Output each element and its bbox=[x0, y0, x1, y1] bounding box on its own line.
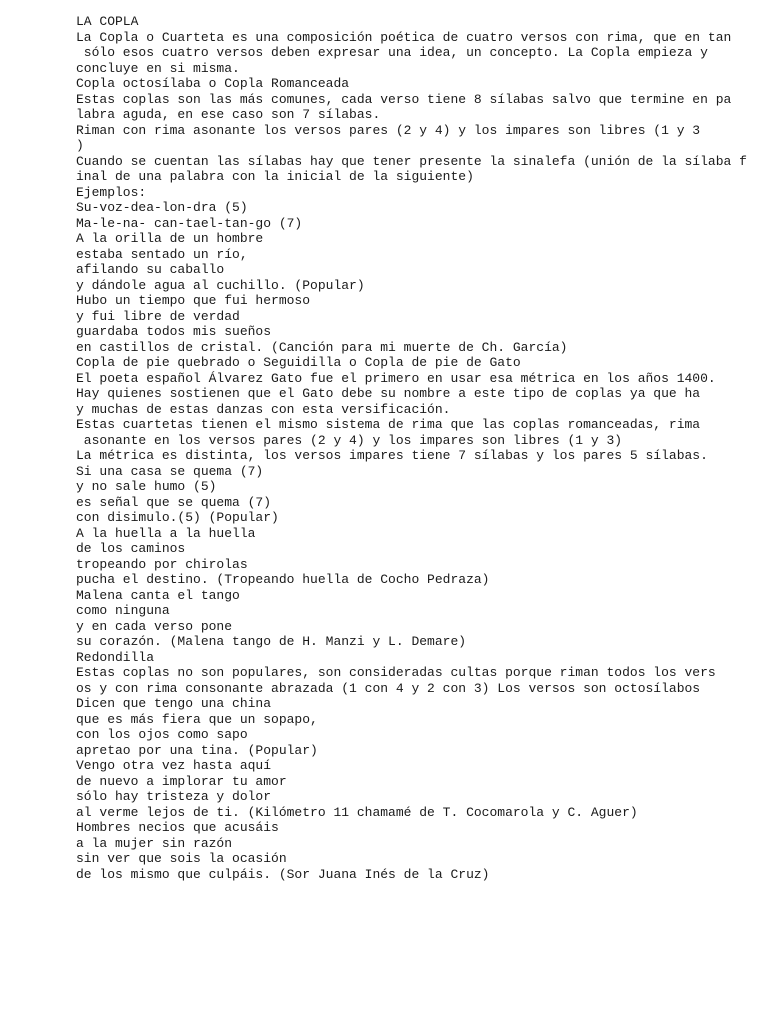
text-line: Ma-le-na- can-tael-tan-go (7) bbox=[76, 215, 303, 231]
verse-line: de nuevo a implorar tu amor bbox=[76, 773, 287, 789]
text-line: El poeta español Álvarez Gato fue el primero en usar esa métrica en los años 1400. bbox=[76, 370, 716, 386]
document-body bbox=[76, 14, 756, 882]
verse-line: tropeando por chirolas bbox=[76, 556, 248, 572]
verse-line: y dándole agua al cuchillo. (Popular) bbox=[76, 277, 365, 293]
text-line: Hay quienes sostienen que el Gato debe su nombre a este tipo de coplas ya que ha bbox=[76, 386, 701, 401]
verse-line: en castillos de cristal. (Canción para mi muerte de Ch. García) bbox=[76, 339, 568, 355]
verse-line: y fui libre de verdad bbox=[76, 308, 240, 324]
text-line: y muchas de estas danzas con esta versificación. bbox=[76, 401, 451, 417]
verse-line: sólo hay tristeza y dolor bbox=[76, 789, 272, 804]
section-heading: Redondilla bbox=[76, 649, 155, 665]
verse-line: a la mujer sin razón bbox=[76, 835, 233, 851]
verse-line: con disimulo.(5) (Popular) bbox=[76, 510, 279, 525]
verse-line: afilando su caballo bbox=[76, 262, 225, 277]
text-line: Estas cuartetas tienen el mismo sistema de rima que las coplas romanceadas, rima bbox=[76, 417, 701, 432]
text-line: inal de una palabra con la inicial de la siguiente) bbox=[76, 169, 474, 184]
verse-line: de los caminos bbox=[76, 541, 186, 556]
verse-line: A la huella a la huella bbox=[76, 525, 256, 541]
verse-line: sin ver que sois la ocasión bbox=[76, 851, 287, 866]
verse-line: que es más fiera que un sopapo, bbox=[76, 711, 318, 727]
text-line: Cuando se cuentan las sílabas hay que tener presente la sinalefa (unión de la sílaba f bbox=[76, 153, 747, 169]
verse-line: al verme lejos de ti. (Kilómetro 11 chamamé de T. Cocomarola y C. Aguer) bbox=[76, 804, 638, 820]
text-line: La métrica es distinta, los versos impares tiene 7 sílabas y los pares 5 sílabas. bbox=[76, 448, 708, 463]
text-line: os y con rima consonante abrazada (1 con 4 y 2 con 3) Los versos son octosílabos bbox=[76, 680, 701, 696]
verse-line: estaba sentado un río, bbox=[76, 246, 248, 262]
text-line: Estas coplas son las más comunes, cada verso tiene 8 sílabas salvo que termine en pa bbox=[76, 91, 732, 107]
verse-line: de los mismo que culpáis. (Sor Juana Inés de la Cruz) bbox=[76, 866, 490, 882]
text-line: Riman con rima asonante los versos pares (2 y 4) y los impares son libres (1 y 3 bbox=[76, 122, 701, 138]
verse-line: Hubo un tiempo que fui hermoso bbox=[76, 293, 311, 308]
verse-line: Hombres necios que acusáis bbox=[76, 820, 279, 835]
text-line: La Copla o Cuarteta es una composición poética de cuatro versos con rima, que en tan bbox=[76, 29, 732, 45]
verse-line: con los ojos como sapo bbox=[76, 727, 248, 742]
verse-line: pucha el destino. (Tropeando huella de Cocho Pedraza) bbox=[76, 572, 490, 587]
verse-line: Si una casa se quema (7) bbox=[76, 463, 264, 479]
verse-line: su corazón. (Malena tango de H. Manzi y L. Demare) bbox=[76, 634, 467, 649]
text-line: labra aguda, en ese caso son 7 sílabas. bbox=[76, 107, 381, 122]
verse-line: y en cada verso pone bbox=[76, 618, 233, 634]
text-line: ) bbox=[76, 138, 84, 153]
text-line: Estas coplas no son populares, son consideradas cultas porque riman todos los vers bbox=[76, 665, 716, 680]
text-line: Ejemplos: bbox=[76, 184, 147, 200]
text-line: concluye en si misma. bbox=[76, 60, 240, 76]
text-line: asonante en los versos pares (2 y 4) y los impares son libres (1 y 3) bbox=[76, 432, 623, 448]
document-title: LA COPLA bbox=[76, 14, 139, 29]
verse-line: como ninguna bbox=[76, 603, 170, 618]
verse-line: y no sale humo (5) bbox=[76, 479, 217, 494]
verse-line: apretao por una tina. (Popular) bbox=[76, 742, 318, 758]
verse-line: guardaba todos mis sueños bbox=[76, 324, 272, 339]
text-line: Su-voz-dea-lon-dra (5) bbox=[76, 200, 248, 215]
section-heading: Copla octosílaba o Copla Romanceada bbox=[76, 76, 350, 91]
verse-line: Vengo otra vez hasta aquí bbox=[76, 758, 272, 773]
section-heading: Copla de pie quebrado o Seguidilla o Copla de pie de Gato bbox=[76, 355, 521, 370]
verse-line: A la orilla de un hombre bbox=[76, 231, 264, 246]
text-line: sólo esos cuatro versos deben expresar una idea, un concepto. La Copla empieza y bbox=[76, 45, 708, 60]
verse-line: Dicen que tengo una china bbox=[76, 696, 272, 711]
verse-line: es señal que se quema (7) bbox=[76, 494, 272, 510]
verse-line: Malena canta el tango bbox=[76, 587, 240, 603]
